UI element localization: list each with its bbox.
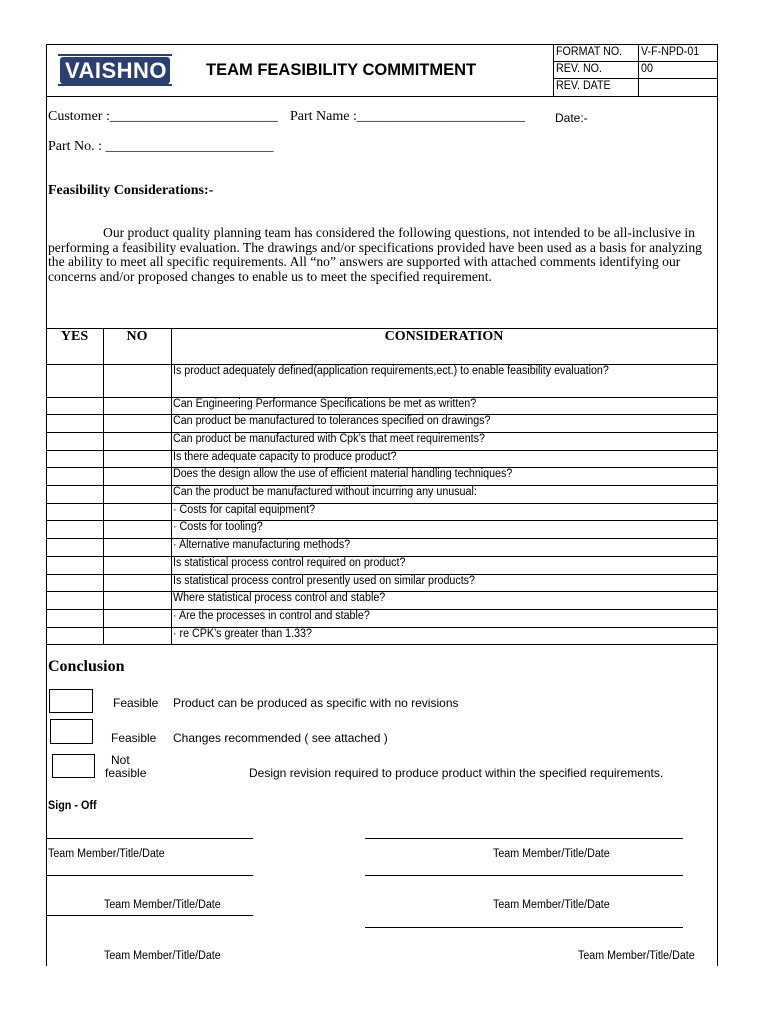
intro-line: Our product quality planning team has considered the following questions, not intended to be all-inclusive in [103, 225, 695, 240]
yes-cell[interactable] [47, 557, 103, 574]
yes-cell[interactable] [47, 628, 103, 644]
no-column-header: NO [126, 329, 148, 344]
no-cell[interactable] [104, 610, 171, 627]
yes-cell[interactable] [47, 468, 103, 485]
signature-line [47, 838, 253, 839]
consideration-cell: Can product be manufactured with Cpk’s that meet requirements? [173, 433, 485, 445]
page-title: TEAM FEASIBILITY COMMITMENT [206, 61, 477, 79]
signature-label: Team Member/Title/Date [104, 899, 221, 911]
consideration-cell: · re CPK’s greater than 1.33? [173, 628, 312, 640]
no-cell[interactable] [104, 398, 171, 414]
no-cell[interactable] [104, 521, 171, 538]
yes-column-header: YES [60, 329, 89, 344]
consideration-cell: · Costs for tooling? [173, 521, 263, 533]
consideration-column-header: CONSIDERATION [384, 329, 504, 344]
signature-label: Team Member/Title/Date [578, 950, 695, 962]
no-cell[interactable] [104, 592, 171, 609]
signature-line [365, 875, 683, 876]
date-field[interactable]: Date:- [555, 111, 588, 125]
yes-cell[interactable] [47, 365, 103, 397]
signature-label: Team Member/Title/Date [493, 899, 610, 911]
no-cell[interactable] [104, 468, 171, 485]
consideration-cell: Where statistical process control and stable? [173, 592, 386, 604]
yes-cell[interactable] [47, 610, 103, 627]
not-feasible-checkbox[interactable] [52, 754, 95, 778]
no-cell[interactable] [104, 628, 171, 644]
yes-cell[interactable] [47, 415, 103, 432]
frame-right [717, 44, 718, 966]
customer-field[interactable]: Customer :________________________ [48, 109, 278, 124]
feasible-changes-status: Feasible [111, 731, 157, 745]
considerations-heading: Feasibility Considerations:- [48, 183, 214, 198]
no-cell[interactable] [104, 365, 171, 397]
consideration-cell: Is statistical process control required on product? [173, 557, 406, 569]
table-bottom-line [46, 644, 718, 645]
intro-line: performing a feasibility evaluation. The drawings and/or specifications provided have been used as a basis for analyzing [48, 239, 702, 255]
no-cell[interactable] [104, 486, 171, 503]
signature-line [365, 838, 683, 839]
no-cell[interactable] [104, 575, 171, 591]
yes-cell[interactable] [47, 575, 103, 591]
yes-cell[interactable] [47, 451, 103, 467]
consideration-cell: Can Engineering Performance Specifications be met as written? [173, 398, 477, 410]
consideration-cell: · Are the processes in control and stable? [173, 610, 370, 622]
signature-line [365, 927, 683, 928]
yes-cell[interactable] [47, 592, 103, 609]
feasible-option-description: Product can be produced as specific with no revisions [173, 696, 459, 710]
no-cell[interactable] [104, 433, 171, 450]
intro-paragraph [48, 226, 716, 284]
signature-line [47, 875, 253, 876]
intro-line: concerns and/or proposed changes to enable us to meet the specified requirement. [48, 268, 492, 284]
format-no-value: V-F-NPD-01 [641, 46, 700, 58]
signature-label: Team Member/Title/Date [493, 848, 610, 860]
signature-line [47, 915, 253, 916]
not-feasible-description: Design revision required to produce product within the specified requirements. [249, 766, 664, 780]
yes-cell[interactable] [47, 486, 103, 503]
part-name-field[interactable]: Part Name :________________________ [290, 109, 525, 124]
yes-cell[interactable] [47, 398, 103, 414]
signature-label: Team Member/Title/Date [104, 950, 221, 962]
company-logo [58, 54, 172, 86]
rev-no-label: REV. NO. [556, 63, 602, 75]
no-cell[interactable] [104, 451, 171, 467]
frame-top [46, 44, 718, 45]
feasible-checkbox[interactable] [49, 689, 93, 713]
consideration-cell: Is statistical process control presently used on similar products? [173, 575, 475, 587]
signature-label: Team Member/Title/Date [48, 848, 165, 860]
yes-cell[interactable] [47, 504, 103, 520]
rev-date-label: REV. DATE [556, 80, 611, 92]
intro-line: the ability to meet all specific requirements. All “no” answers are supported with attached comments identifying our [48, 254, 681, 270]
feasible-option-status: Feasible [113, 696, 159, 710]
not-feasible-status-line2: feasible [105, 766, 147, 780]
consideration-cell: Can the product be manufactured without incurring any unusual: [173, 486, 477, 498]
consideration-cell: Is there adequate capacity to produce product? [173, 451, 397, 463]
not-feasible-status-line1: Not [111, 753, 130, 767]
header-bottom-line [46, 96, 718, 97]
no-cell[interactable] [104, 504, 171, 520]
no-cell[interactable] [104, 557, 171, 574]
logo-text: VAISHNO [64, 58, 168, 83]
feasible-changes-description: Changes recommended ( see attached ) [173, 731, 388, 745]
consideration-cell: Is product adequately defined(application requirements,ect.) to enable feasibility evaluation? [173, 365, 609, 377]
yes-cell[interactable] [47, 521, 103, 538]
no-cell[interactable] [104, 415, 171, 432]
part-no-field[interactable]: Part No. : ________________________ [48, 139, 274, 154]
format-no-label: FORMAT NO. [556, 46, 623, 58]
signoff-heading: Sign - Off [48, 798, 97, 812]
feasible-with-changes-checkbox[interactable] [50, 719, 93, 744]
consideration-cell: Does the design allow the use of efficient material handling techniques? [173, 468, 513, 480]
yes-cell[interactable] [47, 539, 103, 556]
yes-cell[interactable] [47, 433, 103, 450]
consideration-cell: · Costs for capital equipment? [173, 504, 316, 516]
consideration-cell: · Alternative manufacturing methods? [173, 539, 351, 551]
consideration-cell: Can product be manufactured to tolerances specified on drawings? [173, 415, 491, 427]
no-cell[interactable] [104, 539, 171, 556]
conclusion-heading: Conclusion [48, 658, 125, 675]
rev-no-value: 00 [641, 63, 653, 75]
